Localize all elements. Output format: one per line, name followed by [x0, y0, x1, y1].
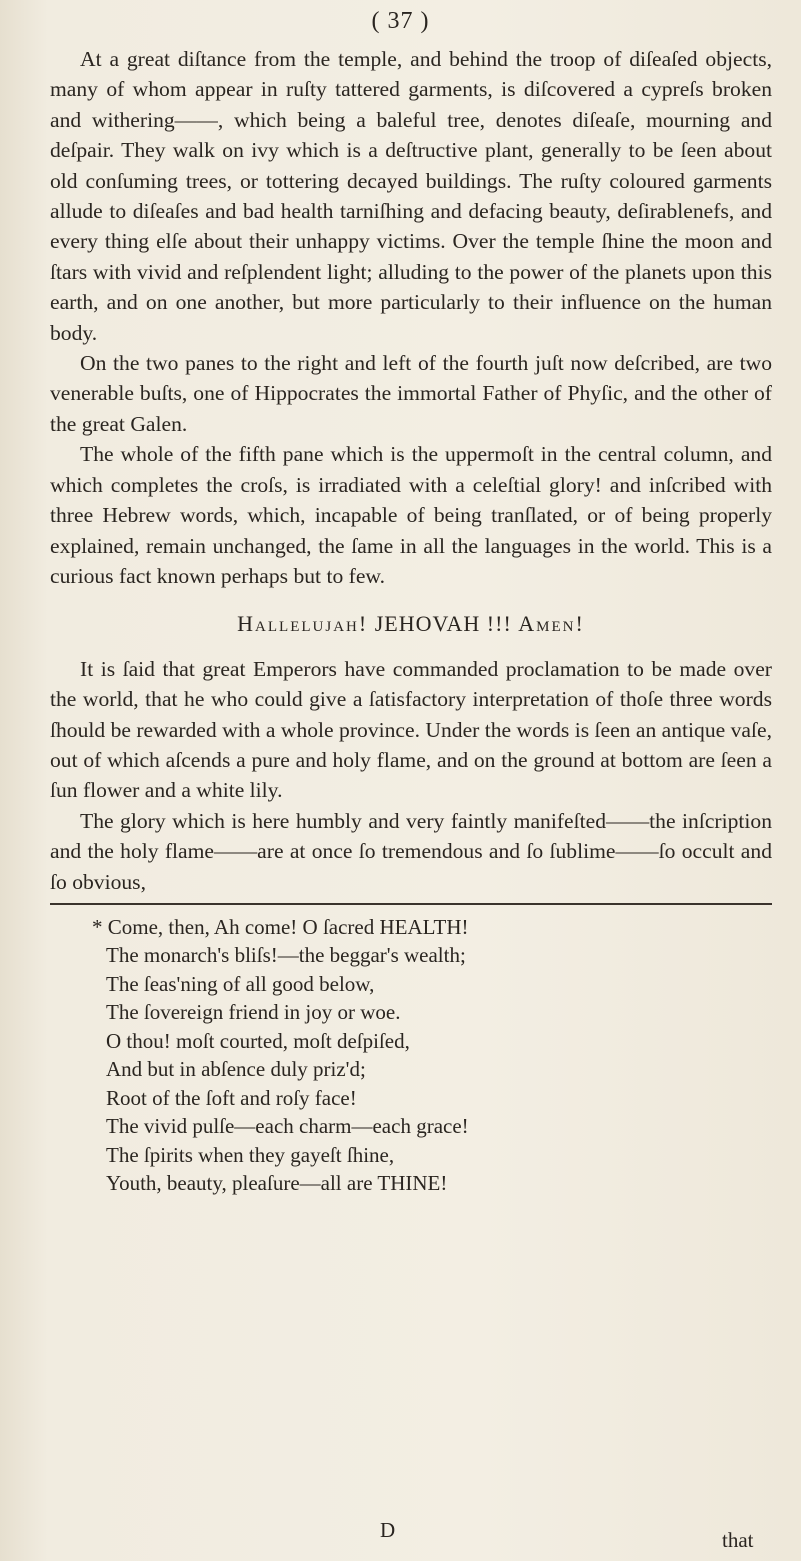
footnote-line: Youth, beauty, pleaſure—all are THINE!	[106, 1171, 448, 1196]
footnote-line: * Come, then, Ah come! O ſacred HEALTH!	[92, 914, 469, 939]
footnote-rule	[50, 903, 772, 905]
heading-jehovah: JEHOVAH !!!	[374, 611, 512, 637]
paragraph-4: It is ſaid that great Emperors have commanded proclamation to be made over the world, that he who could give a ſatisfactory interpretation of thoſe three words ſhould be rewarded with a whole province. Under the words is ſeen an antique vaſe, out of which aſcends a pure and holy flame, and on the ground at bottom are ſeen a ſun flower and a white lily.	[50, 656, 772, 803]
paragraph-1: At a great diſtance from the temple, and behind the troop of diſeaſed objects, many of whom appear in ruſty tattered garments, is diſcovered a cypreſs broken and withering——, which being a baleful tree, denotes diſeaſe, mourning and deſpair. They walk on ivy which is a deſtructive plant, generally to be ſeen about old conſuming trees, or tottering decayed buildings. The ruſty coloured garments allude to diſeaſes and bad health tarniſhing and defacing beauty, deſirablenefs, and every thing elſe about their unhappy victims. Over the temple ſhine the moon and ſtars with vivid and reſplendent light; alluding to the power of the planets upon this earth, and on one another, but more particularly to their influence on the human body.	[50, 47, 772, 345]
footnote-line: The ſeas'ning of all good below,	[106, 971, 375, 996]
page-number: ( 37 )	[371, 8, 430, 34]
heading-amen: Amen!	[518, 611, 585, 637]
catchword: that	[722, 1528, 754, 1552]
paragraph-2: On the two panes to the right and left of the fourth juſt now deſcribed, are two venerable buſts, one of Hippocrates the immortal Father of Phyſic, and the other of the great Galen.	[50, 351, 772, 436]
footnote-poem	[50, 913, 772, 1198]
footnote-line: And but in abſence duly priz'd;	[106, 1057, 366, 1082]
footnote-line: The ſovereign friend in joy or woe.	[106, 1000, 401, 1025]
paragraph-3: The whole of the fifth pane which is the uppermoſt in the central column, and which completes the croſs, is irradiated with a celeſtial glory! and inſcribed with three Hebrew words, which, incapable of being tranſlated, or of being properly explained, remain unchanged, the ſame in all the languages in the world. This is a curious fact known perhaps but to few.	[50, 442, 772, 588]
footnote-line: O thou! moſt courted, moſt deſpiſed,	[106, 1028, 410, 1053]
signature-mark: D	[380, 1518, 396, 1542]
paragraph-5: The glory which is here humbly and very faintly manifeſted——the inſcription and the holy flame——are at once ſo tremendous and ſo ſublime——ſo occult and ſo obvious,	[50, 808, 772, 894]
footnote-line: The ſpirits when they gayeſt ſhine,	[106, 1142, 395, 1167]
footnote-line: Root of the ſoft and roſy face!	[106, 1085, 357, 1110]
main-text	[50, 44, 772, 1198]
footnote-line: The vivid pulſe—each charm—each grace!	[106, 1114, 469, 1139]
heading-hallelujah: Hallelujah!	[237, 611, 369, 637]
hallelujah-heading	[50, 609, 772, 639]
footnote-line: The monarch's bliſs!—the beggar's wealth;	[106, 943, 466, 968]
